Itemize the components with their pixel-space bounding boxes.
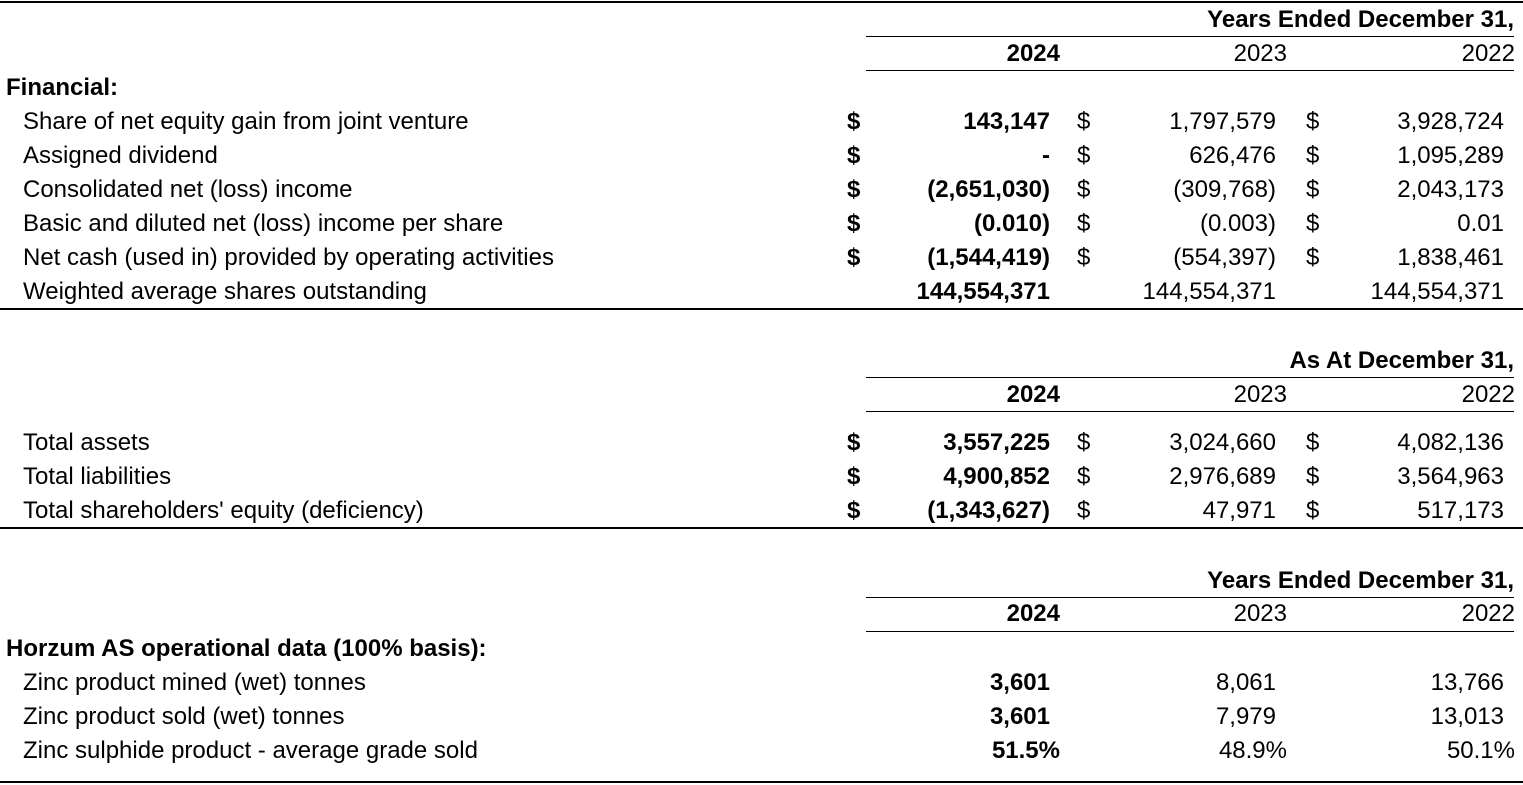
value-2024: 3,557,225 xyxy=(943,429,1050,456)
year-header-2022: 2022 xyxy=(1461,600,1515,627)
currency-symbol: $ xyxy=(1077,142,1091,169)
value-2024: (1,544,419) xyxy=(927,244,1050,271)
value-2022: 144,554,371 xyxy=(1370,278,1504,305)
value-2023: 7,979 xyxy=(1215,703,1276,730)
row-label: Total assets xyxy=(23,429,150,456)
value-2023: 626,476 xyxy=(1189,142,1276,169)
value-2022: 50.1% xyxy=(1446,737,1515,764)
row-label: Assigned dividend xyxy=(23,142,218,169)
currency-symbol: $ xyxy=(1077,176,1091,203)
row-label: Total shareholders' equity (deficiency) xyxy=(23,497,424,524)
value-2023: 144,554,371 xyxy=(1142,278,1276,305)
currency-symbol: $ xyxy=(1077,210,1091,237)
period-header: Years Ended December 31, xyxy=(1207,6,1514,33)
currency-symbol: $ xyxy=(1306,497,1320,524)
currency-symbol: $ xyxy=(1306,429,1320,456)
top-rule xyxy=(0,1,1523,3)
year-header-2022: 2022 xyxy=(1461,381,1515,408)
year-underline xyxy=(866,70,1514,71)
value-2024: (0.010) xyxy=(973,210,1050,237)
value-2024: 51.5% xyxy=(991,737,1060,764)
value-2024: - xyxy=(1042,142,1050,169)
row-label: Zinc product mined (wet) tonnes xyxy=(23,669,366,696)
year-header-2024: 2024 xyxy=(1006,40,1060,67)
value-2023: 3,024,660 xyxy=(1169,429,1276,456)
header-underline xyxy=(866,36,1514,37)
year-underline xyxy=(866,631,1514,632)
value-2023: 48.9% xyxy=(1218,737,1287,764)
currency-symbol: $ xyxy=(1306,142,1320,169)
currency-symbol: $ xyxy=(1077,429,1091,456)
value-2022: 13,766 xyxy=(1430,669,1504,696)
row-label: Weighted average shares outstanding xyxy=(23,278,427,305)
currency-symbol: $ xyxy=(1306,244,1320,271)
value-2022: 3,564,963 xyxy=(1397,463,1504,490)
currency-symbol: $ xyxy=(1306,463,1320,490)
value-2024: 143,147 xyxy=(963,108,1050,135)
value-2023: 1,797,579 xyxy=(1169,108,1276,135)
year-header-2023: 2023 xyxy=(1233,381,1287,408)
currency-symbol: $ xyxy=(1077,497,1091,524)
header-underline xyxy=(866,377,1514,378)
currency-symbol: $ xyxy=(847,176,861,203)
value-2022: 2,043,173 xyxy=(1397,176,1504,203)
value-2024: 3,601 xyxy=(989,703,1050,730)
bottom-rule xyxy=(0,781,1523,783)
year-header-2024: 2024 xyxy=(1006,600,1060,627)
row-label: Net cash (used in) provided by operating activities xyxy=(23,244,554,271)
value-2023: 8,061 xyxy=(1215,669,1276,696)
year-underline xyxy=(866,411,1514,412)
row-label: Total liabilities xyxy=(23,463,172,490)
currency-symbol: $ xyxy=(847,463,861,490)
currency-symbol: $ xyxy=(1077,463,1091,490)
currency-symbol: $ xyxy=(1077,108,1091,135)
currency-symbol: $ xyxy=(847,497,861,524)
row-label: Consolidated net (loss) income xyxy=(23,176,353,203)
value-2024: 3,601 xyxy=(989,669,1050,696)
value-2022: 517,173 xyxy=(1417,497,1504,524)
currency-symbol: $ xyxy=(1306,210,1320,237)
value-2022: 13,013 xyxy=(1430,703,1504,730)
value-2022: 1,838,461 xyxy=(1397,244,1504,271)
year-header-2023: 2023 xyxy=(1233,600,1287,627)
header-underline xyxy=(866,597,1514,598)
currency-symbol: $ xyxy=(847,108,861,135)
section-rule xyxy=(0,308,1523,310)
period-header: As At December 31, xyxy=(1289,347,1514,374)
currency-symbol: $ xyxy=(1306,108,1320,135)
year-header-2024: 2024 xyxy=(1006,381,1060,408)
value-2022: 3,928,724 xyxy=(1397,108,1504,135)
row-label: Share of net equity gain from joint venture xyxy=(23,108,469,135)
currency-symbol: $ xyxy=(847,142,861,169)
row-label: Zinc sulphide product - average grade sold xyxy=(23,737,478,764)
row-label: Zinc product sold (wet) tonnes xyxy=(23,703,345,730)
value-2023: 2,976,689 xyxy=(1169,463,1276,490)
currency-symbol: $ xyxy=(1306,176,1320,203)
value-2024: (2,651,030) xyxy=(927,176,1050,203)
value-2023: (309,768) xyxy=(1173,176,1276,203)
currency-symbol: $ xyxy=(847,429,861,456)
value-2024: 144,554,371 xyxy=(916,278,1050,305)
value-2023: (554,397) xyxy=(1173,244,1276,271)
section-rule xyxy=(0,527,1523,529)
value-2023: (0.003) xyxy=(1199,210,1276,237)
value-2023: 47,971 xyxy=(1202,497,1276,524)
value-2022: 1,095,289 xyxy=(1397,142,1504,169)
value-2024: (1,343,627) xyxy=(927,497,1050,524)
category-heading: Financial: xyxy=(6,74,119,101)
currency-symbol: $ xyxy=(847,210,861,237)
value-2022: 4,082,136 xyxy=(1397,429,1504,456)
period-header: Years Ended December 31, xyxy=(1207,567,1514,594)
value-2022: 0.01 xyxy=(1457,210,1504,237)
currency-symbol: $ xyxy=(1077,244,1091,271)
year-header-2022: 2022 xyxy=(1461,40,1515,67)
year-header-2023: 2023 xyxy=(1233,40,1287,67)
row-label: Basic and diluted net (loss) income per share xyxy=(23,210,504,237)
currency-symbol: $ xyxy=(847,244,861,271)
category-heading: Horzum AS operational data (100% basis): xyxy=(6,635,487,662)
value-2024: 4,900,852 xyxy=(943,463,1050,490)
